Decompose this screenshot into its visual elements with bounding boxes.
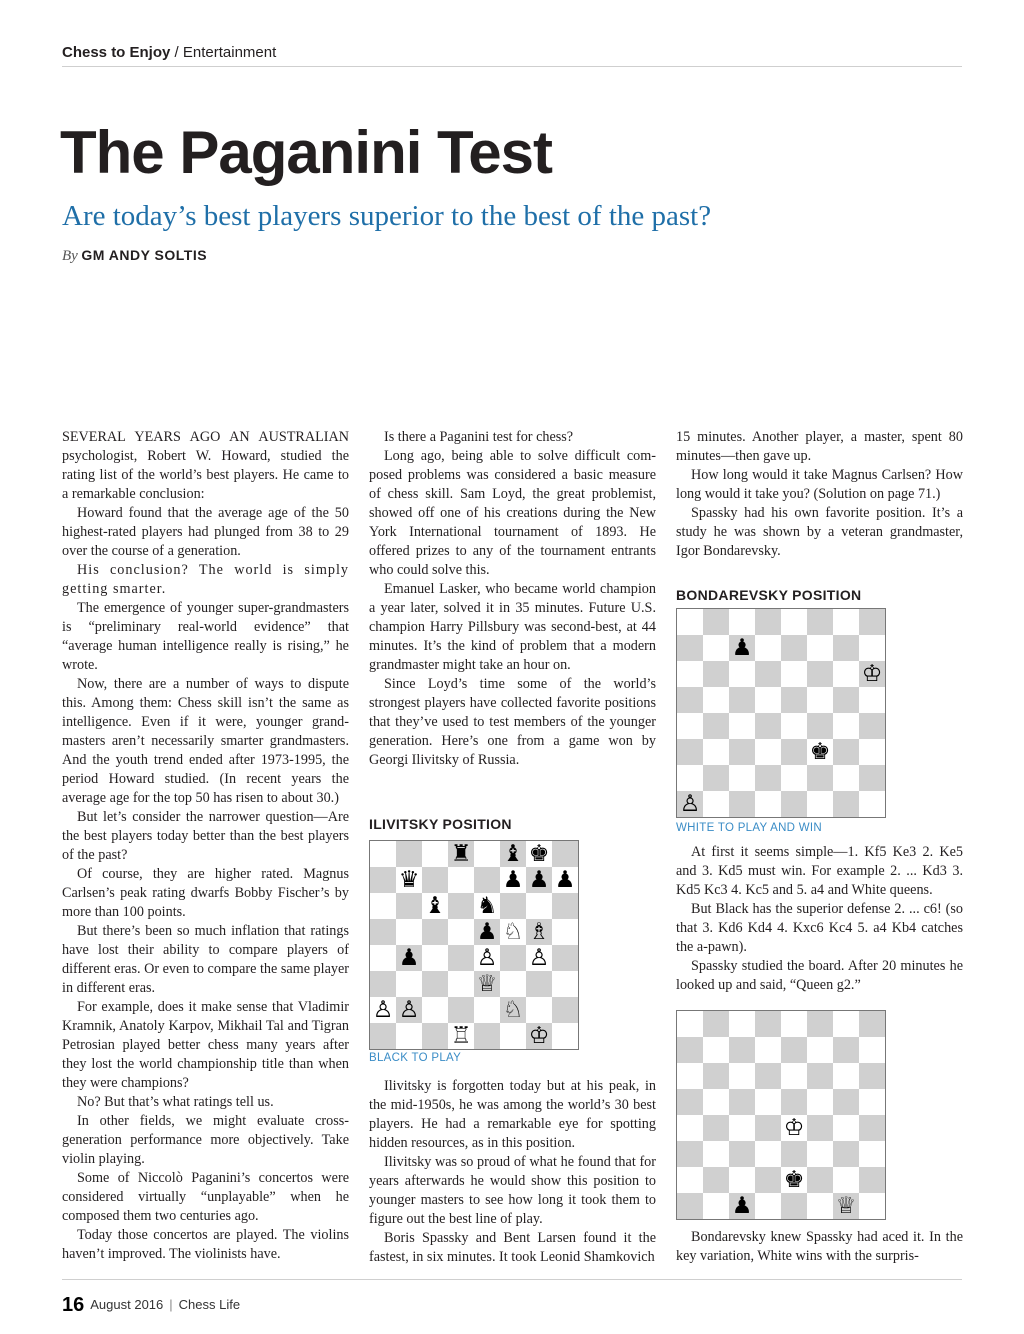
board-square [859,1193,885,1219]
board-square [781,1011,807,1037]
board-square [422,945,448,971]
board-square [781,765,807,791]
board-square [677,687,703,713]
board-square [500,841,526,867]
board-square [859,661,885,687]
board-square [677,713,703,739]
issue-date: August 2016 [90,1297,164,1312]
board-square [703,791,729,817]
board-square [755,791,781,817]
board-square [859,1141,885,1167]
board-square [807,1141,833,1167]
board-square [370,841,396,867]
board-square [703,1193,729,1219]
board-square [396,841,422,867]
board-square [833,1011,859,1037]
board-square [781,791,807,817]
board-square [859,739,885,765]
board-square [781,1115,807,1141]
board-square [755,609,781,635]
board-square [677,1193,703,1219]
board-square [703,1037,729,1063]
board-square [677,1089,703,1115]
board-square [833,1167,859,1193]
board-square [552,919,578,945]
board-square [859,609,885,635]
board-square [807,1089,833,1115]
board-square [552,1023,578,1049]
black-pawn-icon: ♟ [554,867,576,893]
paragraph: But let’s consider the narrower question—Are the best players today better than the best players of the past? [62,809,349,863]
board-square [729,687,755,713]
board-square [781,635,807,661]
board-square [474,841,500,867]
paragraph: The emergence of younger super-grandmasters is “preliminary real-world evidence” that “average human intelligence really is rising,” he wrote. [62,600,349,673]
white-bishop-icon: ♗ [528,919,550,945]
board-square [807,713,833,739]
board-square [677,1063,703,1089]
board-square [807,687,833,713]
board-square [833,1063,859,1089]
board-square [370,893,396,919]
board-square [526,971,552,997]
board-square [755,1037,781,1063]
board-square [474,867,500,893]
board-square [833,765,859,791]
board-square [526,945,552,971]
board-square [781,1089,807,1115]
board-square [859,1011,885,1037]
board-square [677,739,703,765]
after-queen-g2-chessboard [676,1010,886,1220]
paragraph: Ilivitsky is forgotten today but at his peak, in the mid-1950s, he was among the world’s 30 best players. He had a remarkable eye for spotting hidden resources, as in this position. [369,1078,656,1151]
board-square [396,867,422,893]
paragraph: No? But that’s what ratings tell us. [77,1094,274,1110]
board-square [833,1115,859,1141]
board-square [755,635,781,661]
board-square [807,1167,833,1193]
board-square [859,791,885,817]
page-footer [62,1294,240,1317]
board-square [755,765,781,791]
board-square [396,919,422,945]
board-square [677,635,703,661]
paragraph: Emanuel Lasker, who became world champion a year later, solved it in 35 minutes. Future U.S. champion Harry Pillsbury was second-best, at 44 minutes. It’s the kind of problem that a modern grandmaster might take an hour on. [369,581,656,673]
article-column-2 [369,428,656,770]
paragraph: His conclusion? The world is simply getting smarter. [62,562,349,597]
board-square [526,893,552,919]
board-square [396,893,422,919]
black-queen-icon: ♛ [398,867,420,893]
paragraph: Spassky had his own favorite position. It’s a study he was shown by a veteran grandmaster, Igor Bondarevsky. [676,505,963,559]
paragraph: Today those concertos are played. The violins haven’t improved. The violinists have. [62,1227,349,1262]
board-square [729,739,755,765]
board-square [781,713,807,739]
board-square [859,765,885,791]
board-square [500,1023,526,1049]
board-square [500,919,526,945]
board-square [677,791,703,817]
board-square [677,661,703,687]
board-square [833,687,859,713]
board-square [703,1115,729,1141]
board-square [729,713,755,739]
byline-prefix: By [62,248,78,264]
board-square [526,919,552,945]
paragraph: Ilivitsky was so proud of what he found that for years afterwards he would show this position to younger masters to see how long it took them to figure out the best line of play. [369,1154,656,1227]
paragraph: Some of Niccolò Paganini’s concertos were considered virtually “unplayable” when he composed them two centuries ago. [62,1170,349,1224]
board-square [729,661,755,687]
paragraph: For example, does it make sense that Vladimir Kramnik, Anatoly Karpov, Mikhail Tal and Tigran Petrosian played better chess many years after they lost the world championship title than when they were champions? [62,999,349,1091]
board-square [677,1167,703,1193]
black-bishop-icon: ♝ [502,841,524,867]
board-square [448,1023,474,1049]
board-square [729,1037,755,1063]
board-square [729,1193,755,1219]
board-square [552,997,578,1023]
black-pawn-icon: ♟ [398,945,420,971]
article-subtitle: Are today’s best players superior to the best of the past? [62,200,712,232]
board-square [729,1089,755,1115]
board-square [729,609,755,635]
board-square [422,971,448,997]
board-square [781,1167,807,1193]
board-square [500,867,526,893]
paragraph: SEVERAL YEARS AGO AN AUSTRALIAN psychologist, Robert W. Howard, studied the rating list of the world’s best players. He came to a remarkable conclusion: [62,429,349,502]
board-square [859,1115,885,1141]
board-square [781,609,807,635]
board-square [677,1011,703,1037]
running-head [62,44,962,61]
board-square [448,971,474,997]
bondarevsky-diagram-caption: WHITE TO PLAY AND WIN [676,822,823,834]
paragraph: Long ago, being able to solve difficult composed problems was considered a basic measure of chess skill. Sam Loyd, the great problemist, showed off one of his creations during the New York International tournament of 1893. He offered prizes to any of the tournament entrants who could solve this. [369,448,656,578]
board-square [859,635,885,661]
board-square [807,661,833,687]
board-square [474,919,500,945]
board-square [729,635,755,661]
board-square [781,1063,807,1089]
board-square [703,1167,729,1193]
board-square [703,661,729,687]
board-square [474,971,500,997]
board-square [370,1023,396,1049]
board-square [448,867,474,893]
board-square [833,1193,859,1219]
board-square [396,971,422,997]
article-column-1 [62,428,349,1264]
board-square [703,765,729,791]
board-square [474,945,500,971]
paragraph: Bondarevsky knew Spassky had aced it. In the key variation, White wins with the surpris- [676,1229,963,1264]
board-square [833,1141,859,1167]
board-square [755,713,781,739]
board-square [729,791,755,817]
article-column-3-end [676,1228,963,1266]
white-king-icon: ♔ [528,1023,550,1049]
paragraph: Boris Spassky and Bent Larsen found it the fastest, in six minutes. It took Leonid Shamkovich [369,1230,656,1265]
bondarevsky-diagram-heading: BONDAREVSKY POSITION [676,587,862,603]
board-square [859,713,885,739]
board-square [859,1089,885,1115]
black-king-icon: ♚ [528,841,550,867]
white-pawn-icon: ♙ [528,945,550,971]
black-rook-icon: ♜ [450,841,472,867]
header-divider [62,66,962,67]
board-square [833,609,859,635]
byline-author: GM ANDY SOLTIS [81,247,208,263]
paragraph: Now, there are a number of ways to dispute this. Among them: Chess skill isn’t the same as intelligence. Even if it were, younger grandmasters aren’t necessarily smarter grandmasters. And the youth trend ended after 1973-1995, the period Howard studied. (In recent years the average age for the top 50 has risen to about 30.) [62,676,349,806]
paragraph: But Black has the superior defense 2. ... c6! (so that 3. Kd6 Kd4 4. Kxc6 Kc4 5. a4 Kb4 catches the a-pawn). [676,901,963,955]
paragraph: In other fields, we might evaluate cross-generation performance more objectively. Take violin playing. [62,1113,349,1167]
board-square [677,1115,703,1141]
black-pawn-icon: ♟ [528,867,550,893]
board-square [833,1037,859,1063]
board-square [755,1193,781,1219]
board-square [807,791,833,817]
board-square [781,687,807,713]
board-square [833,661,859,687]
board-square [729,1167,755,1193]
section-slash: / [170,44,183,61]
board-square [552,945,578,971]
board-square [526,1023,552,1049]
board-square [396,945,422,971]
board-square [833,791,859,817]
white-queen-icon: ♕ [835,1193,857,1219]
board-square [677,765,703,791]
paragraph: At first it seems simple—1. Kf5 Ke3 2. Ke5 and 3. Kd5 must win. For example 2. ... Kd3 3. Kd5 Kc3 4. Kc5 and 5. a4 and White queens. [676,844,963,898]
board-square [552,971,578,997]
board-square [422,919,448,945]
board-square [703,713,729,739]
board-square [526,867,552,893]
board-square [729,1141,755,1167]
board-square [755,1167,781,1193]
board-square [781,739,807,765]
white-pawn-icon: ♙ [476,945,498,971]
board-square [526,997,552,1023]
board-square [859,1037,885,1063]
board-square [552,867,578,893]
board-square [422,997,448,1023]
bondarevsky-chessboard [676,608,886,818]
article-title: The Paganini Test [60,119,552,186]
article-column-3-continued [676,843,963,995]
board-square [729,1115,755,1141]
paragraph: Since Loyd’s time some of the world’s strongest players have collected favorite positions that they’ve used to test members of the younger generation. Here’s one from a game won by Georgi Ilivitsky of Russia. [369,676,656,768]
board-square [755,739,781,765]
board-square [807,1011,833,1037]
black-pawn-icon: ♟ [731,1193,753,1219]
section-name: Chess to Enjoy [62,44,171,61]
paragraph: Is there a Paganini test for chess? [384,429,574,445]
board-square [370,997,396,1023]
board-square [859,1063,885,1089]
paragraph: 15 minutes. Another player, a master, spent 80 minutes—then gave up. [676,429,963,464]
white-rook-icon: ♖ [450,1023,472,1049]
ilivitsky-chessboard [369,840,579,1050]
board-square [833,739,859,765]
black-king-icon: ♚ [809,739,831,765]
board-square [807,1193,833,1219]
board-square [729,765,755,791]
section-category: Entertainment [182,44,277,61]
board-square [396,1023,422,1049]
board-square [422,867,448,893]
white-knight-icon: ♘ [502,919,524,945]
board-square [729,1011,755,1037]
paragraph: Spassky studied the board. After 20 minutes he looked up and said, “Queen g2.” [676,958,963,993]
publication-name: Chess Life [178,1297,241,1312]
board-square [859,687,885,713]
paragraph: Howard found that the average age of the 50 highest-rated players had plunged from 38 to 29 over the course of a generation. [62,505,349,559]
board-square [500,893,526,919]
board-square [370,919,396,945]
black-knight-icon: ♞ [476,893,498,919]
board-square [677,1141,703,1167]
article-column-3 [676,428,963,561]
board-square [755,1011,781,1037]
board-square [448,997,474,1023]
board-square [552,893,578,919]
white-pawn-icon: ♙ [372,997,394,1023]
board-square [474,893,500,919]
board-square [422,893,448,919]
white-pawn-icon: ♙ [679,791,701,817]
board-square [396,997,422,1023]
board-square [807,635,833,661]
board-square [474,1023,500,1049]
board-square [807,1063,833,1089]
board-square [781,1037,807,1063]
board-square [448,841,474,867]
board-square [781,1193,807,1219]
board-square [703,687,729,713]
board-square [807,1037,833,1063]
board-square [474,997,500,1023]
byline [62,247,207,265]
board-square [755,1063,781,1089]
board-square [552,841,578,867]
board-square [422,841,448,867]
footer-separator: | [169,1297,173,1312]
black-king-icon: ♚ [783,1167,805,1193]
board-square [370,945,396,971]
paragraph: Of course, they are higher rated. Magnus Carlsen’s peak rating dwarfs Bobby Fischer’s by more than 100 points. [62,866,349,920]
board-square [755,1141,781,1167]
paragraph: How long would it take Magnus Carlsen? How long would it take you? (Solution on page 71.) [676,467,963,502]
board-square [833,635,859,661]
black-pawn-icon: ♟ [502,867,524,893]
board-square [703,1011,729,1037]
board-square [859,1167,885,1193]
board-square [807,739,833,765]
board-square [755,1089,781,1115]
board-square [755,661,781,687]
board-square [703,635,729,661]
white-knight-icon: ♘ [502,997,524,1023]
board-square [755,687,781,713]
white-king-icon: ♔ [783,1115,805,1141]
board-square [703,1089,729,1115]
board-square [807,765,833,791]
board-square [807,609,833,635]
board-square [677,1037,703,1063]
ilivitsky-diagram-caption: BLACK TO PLAY [369,1052,462,1064]
board-square [370,867,396,893]
black-bishop-icon: ♝ [424,893,446,919]
white-king-icon: ♔ [861,661,883,687]
black-pawn-icon: ♟ [476,919,498,945]
board-square [526,841,552,867]
board-square [703,1141,729,1167]
board-square [448,919,474,945]
board-square [755,1115,781,1141]
board-square [677,609,703,635]
black-pawn-icon: ♟ [731,635,753,661]
board-square [370,971,396,997]
white-pawn-icon: ♙ [398,997,420,1023]
board-square [833,713,859,739]
board-square [807,1115,833,1141]
ilivitsky-diagram-heading: ILIVITSKY POSITION [369,816,512,832]
board-square [448,893,474,919]
board-square [833,1089,859,1115]
page-number: 16 [62,1294,85,1316]
board-square [703,609,729,635]
board-square [500,945,526,971]
board-square [703,739,729,765]
board-square [703,1063,729,1089]
board-square [781,661,807,687]
footer-divider [62,1279,962,1280]
paragraph: But there’s been so much inflation that ratings have lost their ability to compare players of different eras. Or even to compare the same player in different eras. [62,923,349,996]
white-queen-icon: ♕ [476,971,498,997]
board-square [422,1023,448,1049]
board-square [781,1141,807,1167]
article-column-2-continued [369,1077,656,1267]
board-square [729,1063,755,1089]
board-square [500,971,526,997]
board-square [448,945,474,971]
board-square [500,997,526,1023]
